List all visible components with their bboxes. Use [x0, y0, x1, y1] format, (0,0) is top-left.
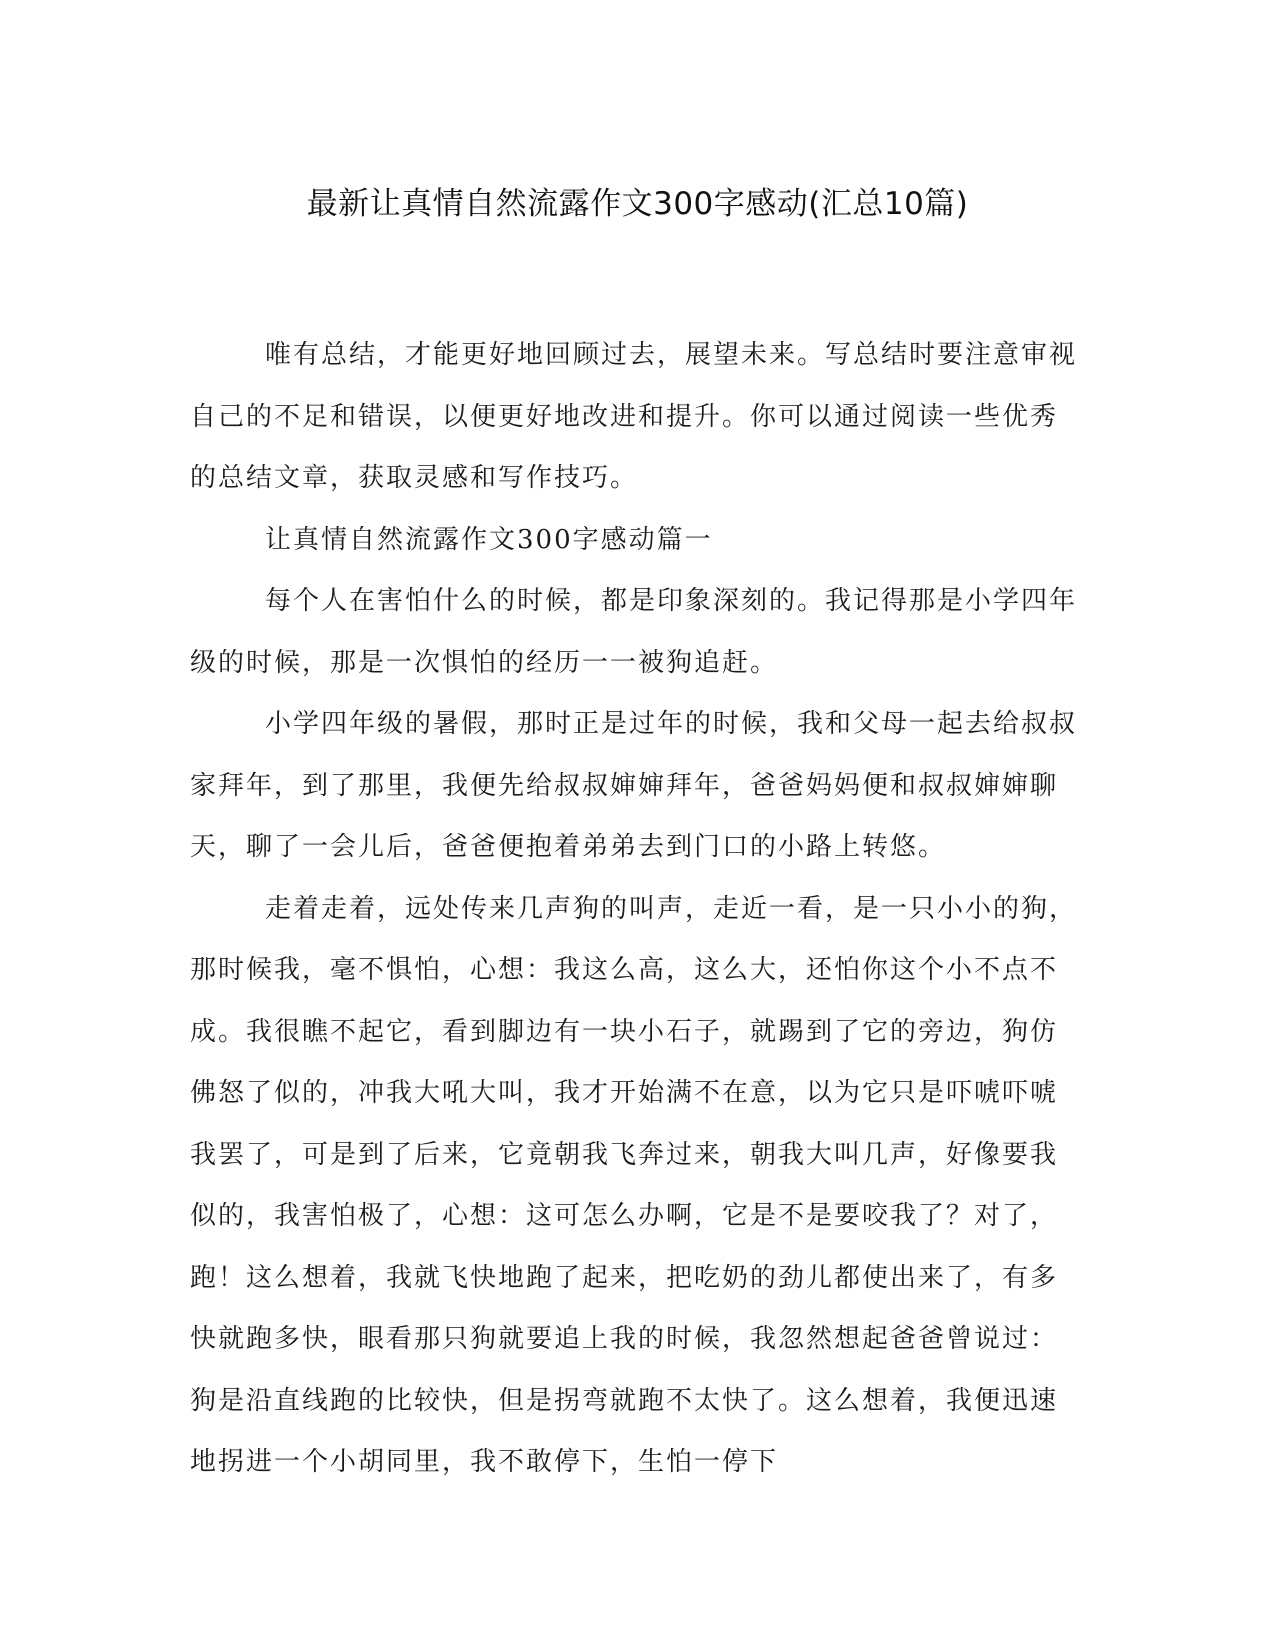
document-title: 最新让真情自然流露作文300字感动(汇总10篇): [306, 186, 969, 222]
body-paragraph: 每个人在害怕什么的时候，都是印象深刻的。我记得那是小学四年级的时候，那是一次惧怕的经历一一被狗追赶。: [190, 586, 1078, 678]
document-body: [190, 325, 1080, 1494]
body-paragraph: 小学四年级的暑假，那时正是过年的时候，我和父母一起去给叔叔家拜年，到了那里，我便先给叔叔婶婶拜年，爸爸妈妈便和叔叔婶婶聊天，聊了一会儿后，爸爸便抱着弟弟去到门口的小路上转悠。: [190, 709, 1078, 862]
body-paragraph: 走着走着，远处传来几声狗的叫声，走近一看，是一只小小的狗，那时候我，毫不惧怕，心想：我这么高，这么大，还怕你这个小不点不成。我很瞧不起它，看到脚边有一块小石子，就踢到了它的旁边，狗仿佛怒了似的，冲我大吼大叫，我才开始满不在意，以为它只是吓唬吓唬我罢了，可是到了后来，它竟朝我飞奔过来，朝我大叫几声，好像要我似的，我害怕极了，心想：这可怎么办啊，它是不是要咬我了？对了，跑！这么想着，我就飞快地跑了起来，把吃奶的劲儿都使出来了，有多快就跑多快，眼看那只狗就要追上我的时候，我忽然想起爸爸曾说过：狗是沿直线跑的比较快，但是拐弯就跑不太快了。这么想着，我便迅速地拐进一个小胡同里，我不敢停下，生怕一停下: [190, 893, 1078, 1477]
intro-paragraph: 唯有总结，才能更好地回顾过去，展望未来。写总结时要注意审视自己的不足和错误，以便更好地改进和提升。你可以通过阅读一些优秀的总结文章，获取灵感和写作技巧。: [190, 340, 1078, 493]
section-heading: 让真情自然流露作文300字感动篇一: [265, 524, 713, 555]
